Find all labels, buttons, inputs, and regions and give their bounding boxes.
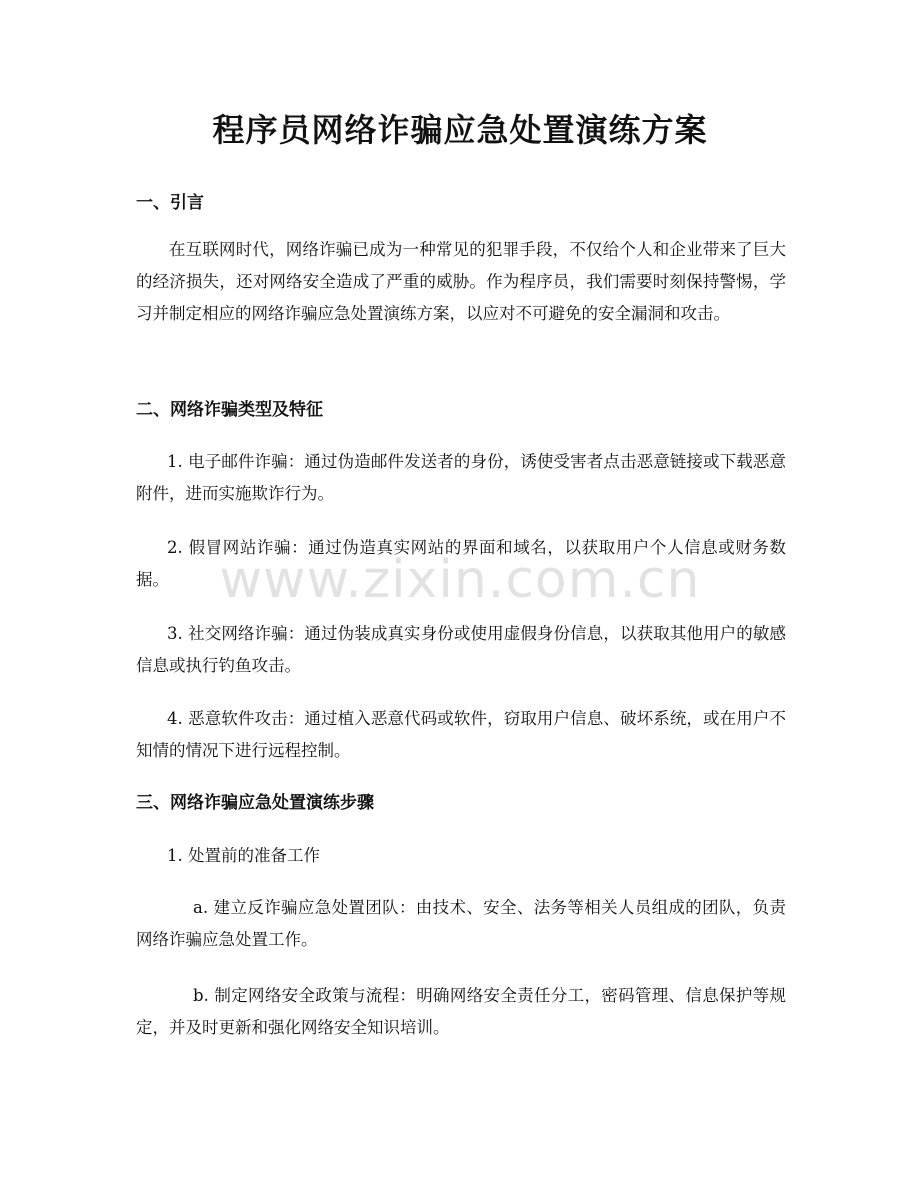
document-title: 程序员网络诈骗应急处置演练方案	[212, 111, 708, 149]
drill-substep-team: a. 建立反诈骗应急处置团队：由技术、安全、法务等相关人员组成的团队，负责网络诈骗应急处置工作。	[136, 898, 786, 949]
fraud-type-malware: 4. 恶意软件攻击：通过植入恶意代码或软件，窃取用户信息、破坏系统，或在用户不知情的情况下进行远程控制。	[136, 709, 786, 760]
introduction-paragraph: 在互联网时代，网络诈骗已成为一种常见的犯罪手段，不仅给个人和企业带来了巨大的经济损失，还对网络安全造成了严重的威胁。作为程序员，我们需要时刻保持警惕，学习并制定相应的网络诈骗应急处置演练方案，以应对不可避免的安全漏洞和攻击。	[136, 240, 786, 323]
section-heading-fraud-types: 二、网络诈骗类型及特征	[136, 400, 323, 420]
fraud-type-fake-website: 2. 假冒网站诈骗：通过伪造真实网站的界面和域名，以获取用户个人信息或财务数据。	[136, 538, 786, 589]
section-heading-introduction: 一、引言	[136, 193, 204, 213]
watermark-text: www.zixin.com.cn	[219, 550, 701, 610]
drill-step-preparation: 1. 处置前的准备工作	[167, 846, 320, 865]
fraud-type-email: 1. 电子邮件诈骗：通过伪造邮件发送者的身份，诱使受害者点击恶意链接或下载恶意附件，进而实施欺诈行为。	[136, 452, 786, 503]
fraud-type-social-network: 3. 社交网络诈骗：通过伪装成真实身份或使用虚假身份信息，以获取其他用户的敏感信息或执行钓鱼攻击。	[136, 624, 786, 675]
section-heading-drill-steps: 三、网络诈骗应急处置演练步骤	[136, 793, 374, 813]
drill-substep-policy: b. 制定网络安全政策与流程：明确网络安全责任分工，密码管理、信息保护等规定，并及时更新和强化网络安全知识培训。	[136, 986, 786, 1037]
